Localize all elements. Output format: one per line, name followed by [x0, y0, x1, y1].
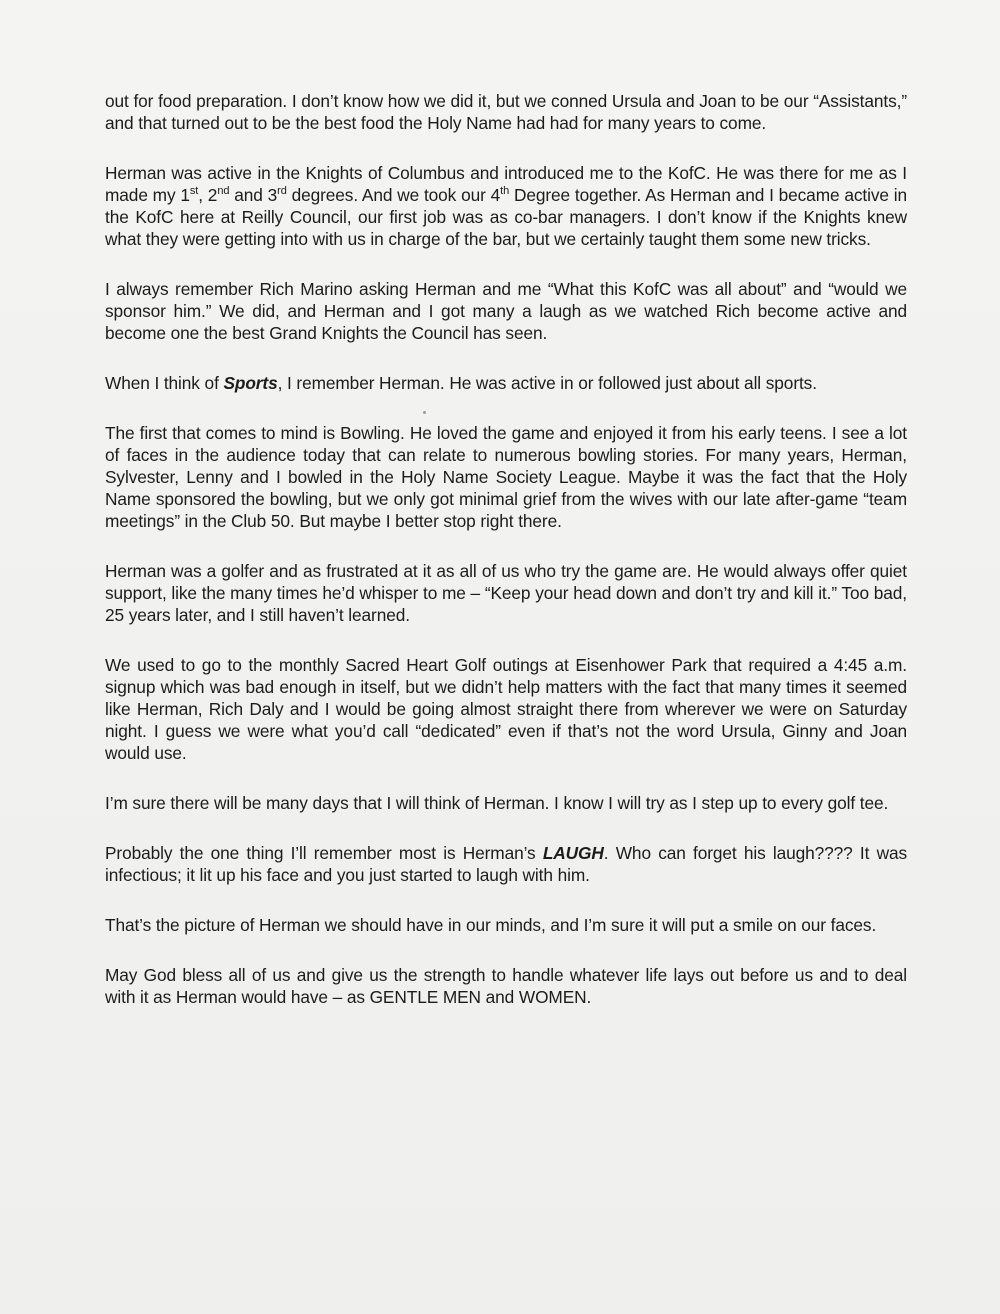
- paragraph-closing-blessing: [105, 964, 907, 1008]
- paragraph-golf-outings: [105, 654, 907, 764]
- paragraph-rich-marino: [105, 278, 907, 344]
- paragraph-text: degrees. And we took our 4: [286, 185, 501, 205]
- ordinal-suffix: rd: [277, 185, 287, 198]
- ordinal-suffix: nd: [217, 185, 230, 198]
- paragraph-text: May God bless all of us and give us the strength to handle whatever life lays out before us and to deal with it as Herman would have – as GENTLE MEN and WOMEN.: [105, 965, 907, 1007]
- scan-speck: [423, 411, 426, 414]
- paragraph-text: out for food preparation. I don’t know how we did it, but we conned Ursula and Joan to be our “Assistants,” and that turned out to be the best food the Holy Name had had for many years to come.: [105, 91, 907, 133]
- paragraph-text: The first that comes to mind is Bowling. He loved the game and enjoyed it from his early teens. I see a lot of faces in the audience today that can relate to numerous bowling stories. For many years, Herman, Sylvester, Lenny and I bowled in the Holy Name Society League. Maybe it was the fact that the Holy Name sponsored the bowling, but we only got minimal grief from the wives with our late after-game “team meetings” in the Club 50. But maybe I better stop right there.: [105, 423, 907, 531]
- paragraph-text: I always remember Rich Marino asking Herman and me “What this KofC was all about” and “would we sponsor him.” We did, and Herman and I got many a laugh as we watched Rich become active and become one the best Grand Knights the Council has seen.: [105, 279, 907, 343]
- paragraph-sports: [105, 372, 907, 394]
- paragraph-text: Herman was active in the Knights of Columbus and introduced me to the KofC. He was there for me as I made my 1: [105, 163, 907, 205]
- ordinal-suffix: st: [189, 185, 199, 198]
- emphasis-laugh: LAUGH: [542, 843, 604, 863]
- paragraph-text: Degree together. As Herman and I became active in the KofC here at Reilly Council, our first job was as co-bar managers. I don’t know if the Knights knew what they were getting into with us in charge of the bar, but we certainly taught them some new tricks.: [105, 185, 907, 249]
- emphasis-sports: Sports: [223, 373, 278, 393]
- paragraph-golf-tee: [105, 792, 907, 814]
- paragraph-laugh: [105, 842, 907, 886]
- paragraph-text: Probably the one thing I’ll remember most is Herman’s: [105, 843, 543, 863]
- paragraph-text: We used to go to the monthly Sacred Heart Golf outings at Eisenhower Park that required a 4:45 a.m. signup which was bad enough in itself, but we didn’t help matters with the fact that many times it seemed like Herman, Rich Daly and I would be going almost straight there from wherever we were on Saturday night. I guess we were what you’d call “dedicated” even if that’s not the word Ursula, Ginny and Joan would use.: [105, 655, 907, 763]
- paragraph-text: and 3: [229, 185, 278, 205]
- paragraph-text: When I think of: [105, 373, 224, 393]
- ordinal-suffix: th: [500, 185, 510, 198]
- paragraph-picture-of-herman: [105, 914, 907, 936]
- paragraph-text: . Who can forget his laugh???? It was infectious; it lit up his face and you just started to laugh with him.: [105, 843, 907, 885]
- paragraph-text: That’s the picture of Herman we should have in our minds, and I’m sure it will put a smile on our faces.: [105, 915, 877, 935]
- paragraph-text: , I remember Herman. He was active in or followed just about all sports.: [277, 373, 817, 393]
- paragraph-bowling: [105, 422, 907, 532]
- document-body: [105, 90, 907, 1036]
- paragraph-golfer: [105, 560, 907, 626]
- paragraph-text: I’m sure there will be many days that I will think of Herman. I know I will try as I step up to every golf tee.: [105, 793, 889, 813]
- paragraph-text: , 2: [198, 185, 218, 205]
- paragraph-knights-of-columbus: [105, 162, 907, 250]
- paragraph-food-preparation: [105, 90, 907, 134]
- paragraph-text: Herman was a golfer and as frustrated at it as all of us who try the game are. He would always offer quiet support, like the many times he’d whisper to me – “Keep your head down and don’t try and kill it.” Too bad, 25 years later, and I still haven’t learned.: [105, 561, 907, 625]
